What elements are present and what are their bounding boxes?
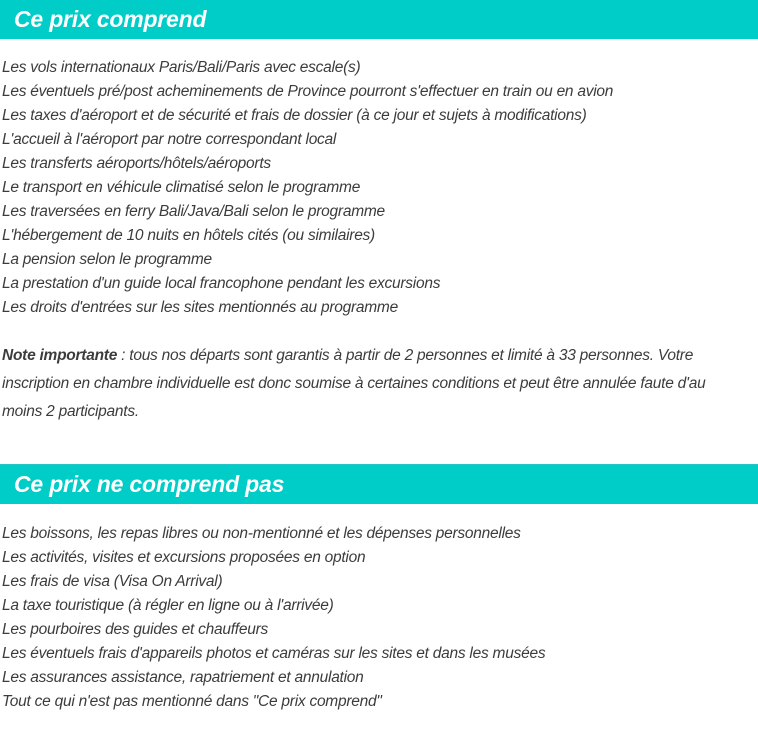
list-item: Les pourboires des guides et chauffeurs bbox=[2, 621, 268, 638]
spacer bbox=[0, 426, 758, 464]
important-note bbox=[0, 342, 758, 426]
list-item: La taxe touristique (à régler en ligne ou à l'arrivée) bbox=[2, 597, 334, 614]
spacer bbox=[0, 39, 758, 56]
included-list bbox=[0, 56, 758, 320]
list-item: Les transferts aéroports/hôtels/aéroports bbox=[2, 155, 271, 172]
spacer bbox=[0, 320, 758, 342]
list-item: Les assurances assistance, rapatriement et annulation bbox=[2, 669, 364, 686]
list-item: L'accueil à l'aéroport par notre correspondant local bbox=[2, 131, 337, 148]
list-item: Les taxes d'aéroport et de sécurité et frais de dossier (à ce jour et sujets à modifications) bbox=[2, 107, 587, 124]
list-item: Les traversées en ferry Bali/Java/Bali selon le programme bbox=[2, 203, 385, 220]
section-title-not-included: Ce prix ne comprend pas bbox=[14, 471, 285, 497]
list-item: La pension selon le programme bbox=[2, 251, 212, 268]
list-item: Les éventuels frais d'appareils photos et caméras sur les sites et dans les musées bbox=[2, 645, 546, 662]
list-item: Les droits d'entrées sur les sites mentionnés au programme bbox=[2, 299, 398, 316]
list-item: Les vols internationaux Paris/Bali/Paris avec escale(s) bbox=[2, 59, 361, 76]
list-item: Les frais de visa (Visa On Arrival) bbox=[2, 573, 223, 590]
section-header-included bbox=[0, 0, 758, 39]
important-note-label: Note importante bbox=[2, 347, 118, 364]
spacer bbox=[0, 504, 758, 522]
list-item: Le transport en véhicule climatisé selon le programme bbox=[2, 179, 361, 196]
not-included-list bbox=[0, 522, 758, 714]
list-item: L'hébergement de 10 nuits en hôtels cités (ou similaires) bbox=[2, 227, 375, 244]
list-item: Tout ce qui n'est pas mentionné dans "Ce prix comprend" bbox=[2, 693, 382, 710]
list-item: Les activités, visites et excursions proposées en option bbox=[2, 549, 366, 566]
list-item: La prestation d'un guide local francophone pendant les excursions bbox=[2, 275, 441, 292]
section-title-included: Ce prix comprend bbox=[14, 6, 207, 32]
list-item: Les boissons, les repas libres ou non-mentionné et les dépenses personnelles bbox=[2, 525, 521, 542]
important-note-text: : tous nos départs sont garantis à partir de 2 personnes et limité à 33 personnes. Votre inscription en chambre individuelle est donc soumise à certaines conditions et peut être annulée faute d'au moins 2 participants. bbox=[2, 347, 706, 420]
list-item: Les éventuels pré/post acheminements de Province pourront s'effectuer en train ou en avion bbox=[2, 83, 614, 100]
section-header-not-included bbox=[0, 465, 758, 504]
